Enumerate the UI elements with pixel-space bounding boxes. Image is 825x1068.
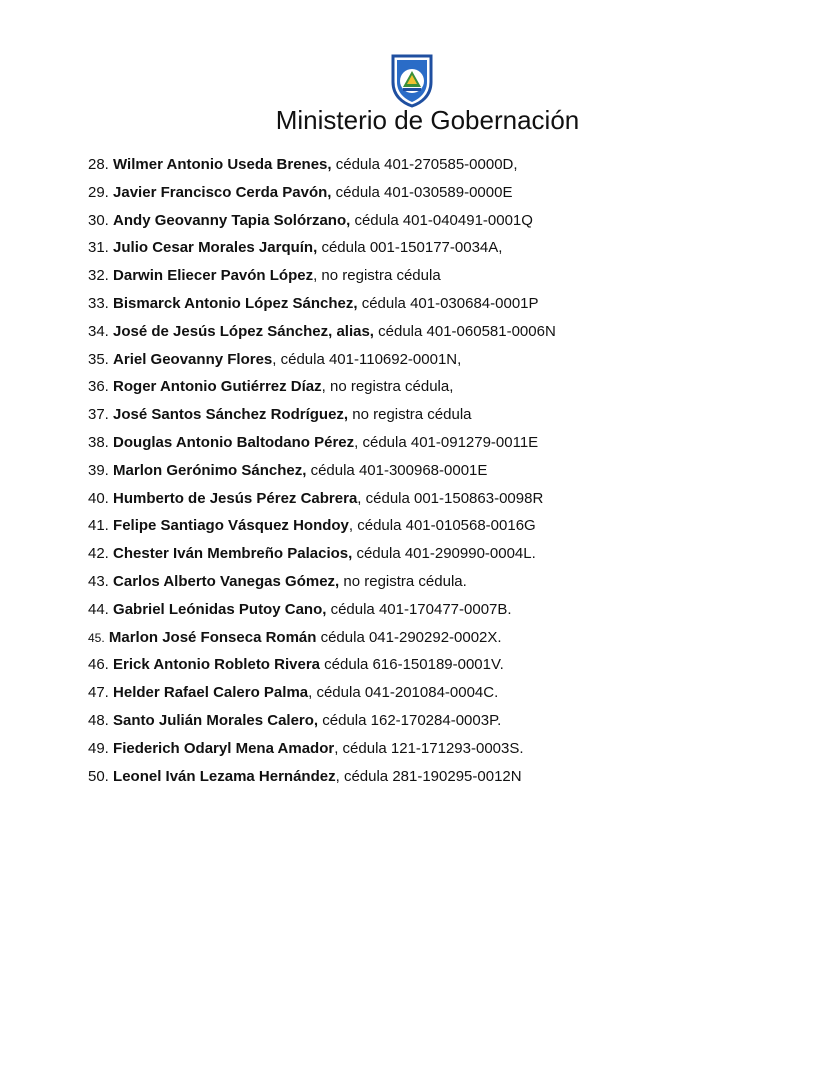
id-details: cédula 401-060581-0006N xyxy=(373,322,556,340)
person-name: Gabriel Leónidas Putoy Cano, xyxy=(113,600,327,618)
list-item xyxy=(88,373,556,401)
list-item xyxy=(88,346,556,374)
list-item-number: 36. xyxy=(88,378,109,396)
list-item-number: 34. xyxy=(88,322,109,340)
person-list xyxy=(88,151,556,790)
page-title: Ministerio de Gobernación xyxy=(275,105,580,135)
list-item xyxy=(88,457,556,485)
list-item-number: 49. xyxy=(88,739,109,757)
person-name: Carlos Alberto Vanegas Gómez, xyxy=(113,572,340,590)
id-details: no registra cédula xyxy=(348,406,472,424)
list-item xyxy=(88,207,556,235)
id-details: cédula 401-300968-0001E xyxy=(306,461,488,479)
list-item-number: 50. xyxy=(88,767,109,785)
person-name: Santo Julián Morales Calero, xyxy=(113,711,319,729)
list-item-number: 28. xyxy=(88,156,109,173)
list-item xyxy=(88,679,556,707)
list-item xyxy=(88,651,556,679)
list-item xyxy=(88,512,556,540)
id-details: cédula 001-150177-0034A, xyxy=(317,239,503,257)
list-item-number: 48. xyxy=(88,711,109,729)
person-name: José Santos Sánchez Rodríguez, xyxy=(113,406,349,424)
person-name: Felipe Santiago Vásquez Hondoy xyxy=(113,517,349,535)
id-details: no registra cédula. xyxy=(339,572,467,590)
id-details: cédula 616-150189-0001V. xyxy=(320,656,504,674)
list-item-number: 45. xyxy=(88,630,105,645)
id-details: cédula 401-290990-0004L. xyxy=(352,545,536,563)
person-name: Ariel Geovanny Flores xyxy=(113,350,273,368)
list-item-number: 33. xyxy=(88,294,109,312)
id-details: cédula 401-030589-0000E xyxy=(331,183,513,201)
list-item xyxy=(88,179,556,207)
list-item xyxy=(88,707,556,735)
id-details: cédula 401-170477-0007B. xyxy=(326,600,512,618)
list-item xyxy=(88,151,556,179)
id-details: , cédula 401-110692-0001N, xyxy=(272,350,462,368)
list-item-number: 40. xyxy=(88,489,109,507)
id-details: , cédula 401-091279-0011E xyxy=(354,433,539,451)
person-name: Helder Rafael Calero Palma xyxy=(113,684,309,702)
id-details: cédula 401-030684-0001P xyxy=(357,294,539,312)
list-item xyxy=(88,262,556,290)
id-details: , no registra cédula xyxy=(313,267,441,285)
list-item-number: 47. xyxy=(88,684,109,702)
list-item xyxy=(88,540,556,568)
list-item xyxy=(88,624,556,652)
list-item-number: 29. xyxy=(88,183,109,201)
id-details: , cédula 041-201084-0004C. xyxy=(308,684,499,702)
person-name: Douglas Antonio Baltodano Pérez xyxy=(113,433,355,451)
list-item-number: 37. xyxy=(88,406,109,424)
id-details: cédula 041-290292-0002X. xyxy=(316,628,502,646)
person-name: Wilmer Antonio Useda Brenes, xyxy=(113,156,332,173)
person-name: José de Jesús López Sánchez, alias, xyxy=(113,322,374,340)
id-details: , no registra cédula, xyxy=(321,378,454,396)
list-item xyxy=(88,234,556,262)
person-name: Leonel Iván Lezama Hernández xyxy=(113,767,336,785)
person-name: Erick Antonio Robleto Rivera xyxy=(113,656,321,674)
list-item-number: 39. xyxy=(88,461,109,479)
list-item xyxy=(88,596,556,624)
list-item xyxy=(88,763,556,791)
person-name: Marlon Gerónimo Sánchez, xyxy=(113,461,307,479)
list-item-number: 31. xyxy=(88,239,109,257)
list-item xyxy=(88,735,556,763)
list-item xyxy=(88,401,556,429)
person-name: Darwin Eliecer Pavón López xyxy=(113,267,314,285)
id-details: , cédula 401-010568-0016G xyxy=(348,517,536,535)
person-name: Marlon José Fonseca Román xyxy=(108,628,317,646)
person-name: Roger Antonio Gutiérrez Díaz xyxy=(113,378,322,396)
list-item-number: 41. xyxy=(88,517,109,535)
list-item xyxy=(88,485,556,513)
list-item-number: 44. xyxy=(88,600,109,618)
id-details: cédula 162-170284-0003P. xyxy=(318,711,502,729)
ministry-shield-logo xyxy=(389,52,435,108)
person-name: Julio Cesar Morales Jarquín, xyxy=(113,239,318,257)
list-item-number: 42. xyxy=(88,545,109,563)
person-name: Bismarck Antonio López Sánchez, xyxy=(113,294,358,312)
list-item xyxy=(88,568,556,596)
list-item xyxy=(88,429,556,457)
id-details: , cédula 121-171293-0003S. xyxy=(334,739,524,757)
list-item xyxy=(88,318,556,346)
person-name: Andy Geovanny Tapia Solórzano, xyxy=(113,211,351,229)
person-name: Fiederich Odaryl Mena Amador xyxy=(113,739,335,757)
person-name: Chester Iván Membreño Palacios, xyxy=(113,545,353,563)
list-item-number: 35. xyxy=(88,350,109,368)
list-item xyxy=(88,290,556,318)
id-details: cédula 401-270585-0000D, xyxy=(331,156,518,173)
list-item-number: 43. xyxy=(88,572,109,590)
id-details: , cédula 001-150863-0098R xyxy=(357,489,544,507)
id-details: , cédula 281-190295-0012N xyxy=(335,767,522,785)
list-item-number: 30. xyxy=(88,211,109,229)
person-name: Humberto de Jesús Pérez Cabrera xyxy=(113,489,358,507)
list-item-number: 32. xyxy=(88,267,109,285)
person-name: Javier Francisco Cerda Pavón, xyxy=(113,183,332,201)
id-details: cédula 401-040491-0001Q xyxy=(350,211,533,229)
list-item-number: 38. xyxy=(88,433,109,451)
list-item-number: 46. xyxy=(88,656,109,674)
